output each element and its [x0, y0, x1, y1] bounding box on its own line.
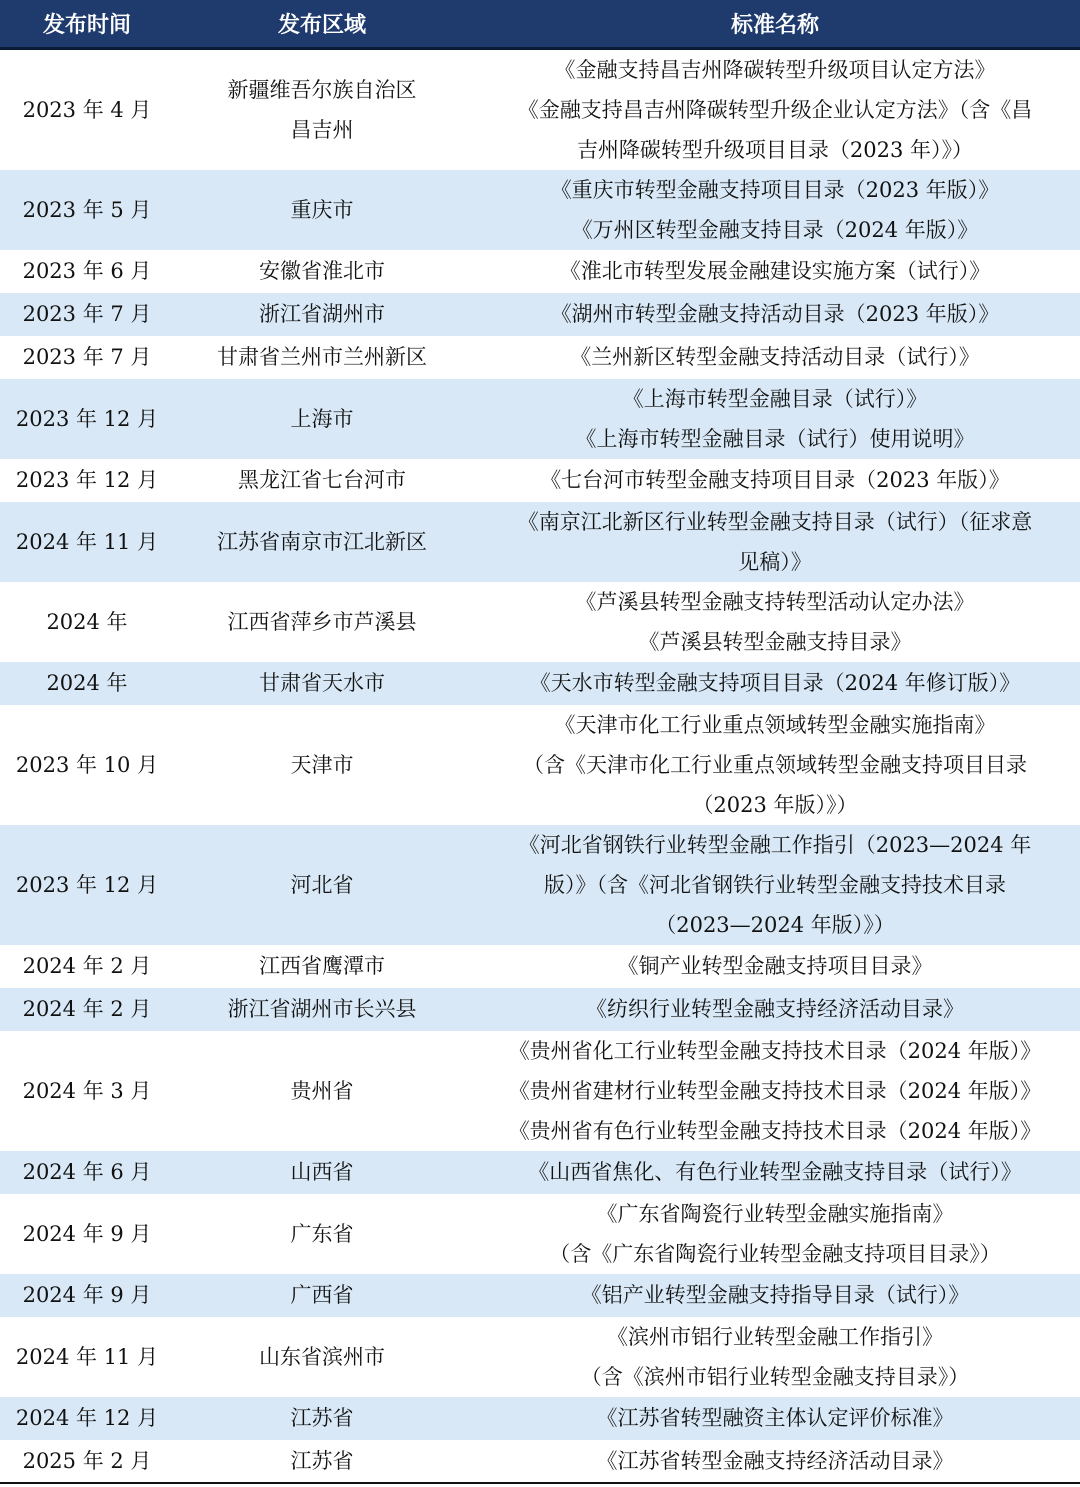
table-row — [0, 48, 1080, 170]
cell-time: 2023 年 12 月 — [0, 825, 174, 945]
standard-name-line: 《湖州市转型金融支持活动目录（2023 年版）》 — [550, 302, 1000, 326]
cell-standard-name — [470, 945, 1080, 988]
cell-time: 2024 年 9 月 — [0, 1274, 174, 1317]
cell-region — [174, 379, 470, 459]
region-line: 浙江省湖州市长兴县 — [227, 997, 417, 1021]
region-line: 江苏省 — [290, 1406, 354, 1430]
cell-time: 2024 年 12 月 — [0, 1397, 174, 1440]
cell-time: 2023 年 7 月 — [0, 293, 174, 336]
header-row — [0, 0, 1080, 48]
region-line: 河北省 — [290, 872, 354, 897]
standard-name-line: 《金融支持昌吉州降碳转型升级企业认定方法》（含《昌 — [517, 97, 1033, 122]
standard-name-line: 《七台河市转型金融支持项目目录（2023 年版）》 — [540, 468, 1010, 492]
standard-name-line: 《重庆市转型金融支持项目目录（2023 年版）》 — [550, 177, 1000, 202]
cell-standard-name — [470, 1397, 1080, 1440]
cell-region — [174, 1194, 470, 1274]
standard-name-line: 见稿）》 — [738, 549, 812, 574]
cell-standard-name — [470, 1151, 1080, 1194]
cell-standard-name — [470, 1274, 1080, 1317]
region-line: 江西省鹰潭市 — [259, 954, 385, 978]
cell-region — [174, 1317, 470, 1397]
cell-standard-name — [470, 379, 1080, 459]
cell-standard-name — [470, 1031, 1080, 1151]
table-row — [0, 336, 1080, 379]
table-row — [0, 293, 1080, 336]
cell-time: 2023 年 7 月 — [22, 345, 152, 369]
standard-name-line: 《南京江北新区行业转型金融支持目录（试行）（征求意 — [517, 509, 1033, 534]
table-row — [0, 945, 1080, 988]
cell-region — [174, 250, 470, 293]
cell-standard-name — [470, 1194, 1080, 1274]
table-row — [0, 1317, 1080, 1397]
region-line: 天津市 — [290, 752, 354, 777]
cell-region — [174, 1151, 470, 1194]
cell-time: 2024 年 9 月 — [22, 1221, 152, 1246]
region-line: 江苏省 — [290, 1448, 354, 1473]
cell-time: 2024 年 — [46, 609, 128, 634]
standard-name-line: 《广东省陶瓷行业转型金融实施指南》 — [596, 1201, 954, 1226]
region-line: 重庆市 — [290, 197, 354, 222]
standard-name-line: 《淮北市转型发展金融建设实施方案（试行）》 — [559, 259, 991, 283]
table-row — [0, 1274, 1080, 1317]
table-row — [0, 379, 1080, 459]
region-line: 广西省 — [290, 1283, 354, 1307]
cell-time: 2024 年 11 月 — [15, 1344, 159, 1369]
header-name: 标准名称 — [470, 0, 1080, 48]
region-line: 甘肃省天水市 — [259, 671, 385, 695]
standard-name-line: 《河北省钢铁行业转型金融工作指引（2023—2024 年 — [518, 832, 1032, 857]
region-line: 江苏省南京市江北新区 — [217, 529, 427, 554]
table-row — [0, 662, 1080, 705]
cell-standard-name — [470, 582, 1080, 662]
region-line: 甘肃省兰州市兰州新区 — [217, 345, 427, 369]
cell-standard-name — [470, 662, 1080, 705]
cell-standard-name — [470, 250, 1080, 293]
cell-time: 2023 年 5 月 — [0, 170, 174, 250]
standard-name-line: 《贵州省建材行业转型金融支持技术目录（2024 年版）》 — [508, 1078, 1042, 1103]
cell-time: 2024 年 11 月 — [0, 502, 174, 582]
standard-name-line: 《铝产业转型金融支持指导目录（试行）》 — [580, 1283, 970, 1307]
region-line: 浙江省湖州市 — [259, 302, 385, 326]
standard-name-line: 《贵州省有色行业转型金融支持技术目录（2024 年版）》 — [508, 1118, 1042, 1143]
cell-standard-name — [470, 502, 1080, 582]
cell-region — [174, 459, 470, 502]
table-row — [0, 1031, 1080, 1151]
cell-standard-name — [470, 1440, 1080, 1483]
region-line: 广东省 — [290, 1221, 354, 1246]
table-row — [0, 705, 1080, 825]
table-row — [0, 170, 1080, 250]
cell-time: 2024 年 — [0, 662, 174, 705]
cell-region — [174, 1274, 470, 1317]
cell-region — [174, 1440, 470, 1483]
table-row — [0, 1194, 1080, 1274]
cell-time: 2023 年 12 月 — [15, 468, 159, 492]
standard-name-line: 《天水市转型金融支持项目目录（2024 年修订版）》 — [529, 671, 1021, 695]
standard-name-line: 《滨州市铝行业转型金融工作指引》 — [607, 1324, 943, 1349]
cell-time: 2024 年 3 月 — [22, 1078, 152, 1103]
standard-name-line: 《芦溪县转型金融支持目录》 — [638, 629, 912, 654]
standard-name-line: 《上海市转型金融目录（试行）使用说明》 — [575, 426, 975, 451]
cell-region — [174, 825, 470, 945]
table-row — [0, 825, 1080, 945]
cell-standard-name — [470, 170, 1080, 250]
cell-time: 2024 年 2 月 — [22, 954, 152, 978]
cell-time: 2023 年 12 月 — [0, 379, 174, 459]
header-time: 发布时间 — [0, 0, 174, 48]
cell-standard-name — [470, 459, 1080, 502]
cell-region — [174, 945, 470, 988]
table-body — [0, 48, 1080, 1483]
cell-region — [174, 988, 470, 1031]
region-line: 江西省萍乡市芦溪县 — [227, 609, 417, 634]
region-line: 贵州省 — [290, 1078, 354, 1103]
standard-name-line: （含《广东省陶瓷行业转型金融支持项目目录》） — [549, 1241, 1001, 1266]
cell-standard-name — [470, 705, 1080, 825]
cell-standard-name — [470, 293, 1080, 336]
table-row — [0, 459, 1080, 502]
standard-name-line: 《山西省焦化、有色行业转型金融支持目录（试行）》 — [528, 1160, 1022, 1184]
cell-region — [174, 48, 470, 170]
standard-name-line: （2023—2024 年版）》） — [655, 912, 895, 937]
region-line: 新疆维吾尔族自治区 — [227, 77, 417, 102]
region-line: 上海市 — [290, 406, 354, 431]
standard-name-line: 《上海市转型金融目录（试行）》 — [622, 386, 928, 411]
cell-region — [174, 293, 470, 336]
standard-name-line: （含《天津市化工行业重点领域转型金融支持项目目录 — [523, 752, 1027, 777]
cell-standard-name — [470, 988, 1080, 1031]
region-line: 安徽省淮北市 — [259, 259, 385, 283]
standard-name-line: （2023 年版）》） — [692, 792, 858, 817]
cell-time: 2023 年 10 月 — [15, 752, 159, 777]
cell-region — [174, 582, 470, 662]
cell-time: 2024 年 6 月 — [0, 1151, 174, 1194]
standard-name-line: 《金融支持昌吉州降碳转型升级项目认定方法》 — [554, 57, 996, 82]
table-row — [0, 1397, 1080, 1440]
standard-name-line: 版）》（含《河北省钢铁行业转型金融支持技术目录 — [544, 872, 1006, 897]
region-line: 山西省 — [290, 1160, 354, 1184]
table-row — [0, 502, 1080, 582]
standard-name-line: 《万州区转型金融支持目录（2024 年版）》 — [571, 217, 979, 242]
cell-region — [174, 1031, 470, 1151]
table-row — [0, 250, 1080, 293]
standard-name-line: 《贵州省化工行业转型金融支持技术目录（2024 年版）》 — [508, 1038, 1042, 1063]
standard-name-line: 《芦溪县转型金融支持转型活动认定办法》 — [575, 589, 975, 614]
cell-region — [174, 705, 470, 825]
standard-name-line: 《铜产业转型金融支持项目目录》 — [617, 954, 933, 978]
standard-name-line: 《纺织行业转型金融支持经济活动目录》 — [586, 997, 964, 1021]
cell-standard-name — [470, 825, 1080, 945]
cell-standard-name — [470, 48, 1080, 170]
region-line: 昌吉州 — [290, 117, 354, 142]
standard-name-line: 吉州降碳转型升级项目目录（2023 年）》） — [576, 137, 974, 162]
table-row — [0, 988, 1080, 1031]
cell-region — [174, 170, 470, 250]
table-row — [0, 1440, 1080, 1483]
standard-name-line: （含《滨州市铝行业转型金融支持目录》） — [580, 1364, 970, 1389]
standard-name-line: 《兰州新区转型金融支持活动目录（试行）》 — [570, 345, 980, 369]
cell-time: 2023 年 6 月 — [22, 259, 152, 283]
table-row — [0, 1151, 1080, 1194]
standard-name-line: 《江苏省转型融资主体认定评价标准》 — [596, 1406, 954, 1430]
cell-time: 2024 年 2 月 — [0, 988, 174, 1031]
cell-region — [174, 336, 470, 379]
cell-region — [174, 1397, 470, 1440]
standard-name-line: 《江苏省转型金融支持经济活动目录》 — [596, 1448, 954, 1473]
cell-standard-name — [470, 336, 1080, 379]
region-line: 山东省滨州市 — [259, 1344, 385, 1369]
cell-standard-name — [470, 1317, 1080, 1397]
cell-time: 2025 年 2 月 — [0, 1440, 174, 1483]
region-line: 黑龙江省七台河市 — [238, 468, 406, 492]
table-row — [0, 582, 1080, 662]
header-region: 发布区域 — [174, 0, 470, 48]
cell-time: 2023 年 4 月 — [22, 97, 152, 122]
cell-region — [174, 502, 470, 582]
standard-name-line: 《天津市化工行业重点领域转型金融实施指南》 — [554, 712, 996, 737]
table-header — [0, 0, 1080, 48]
cell-region — [174, 662, 470, 705]
